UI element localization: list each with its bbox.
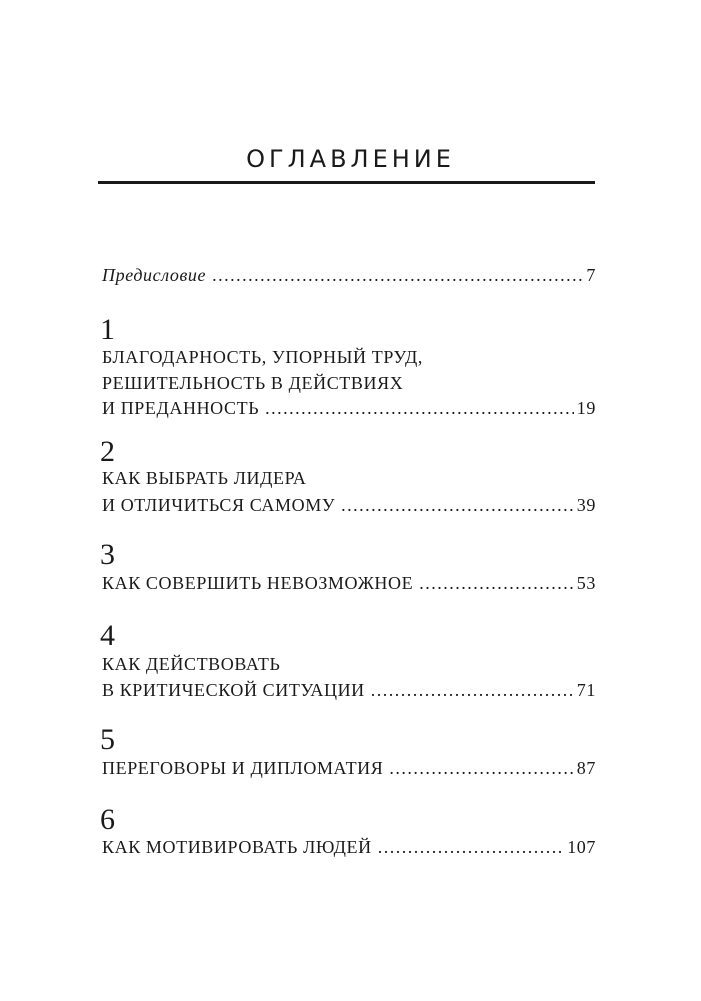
toc-entry-label: Предисловие	[102, 265, 207, 285]
toc-page-number: 53	[576, 573, 596, 593]
chapter-title-line: КАК СОВЕРШИТЬ НЕВОЗМОЖНОЕ	[102, 573, 414, 593]
chapter-number: 6	[100, 803, 115, 836]
dot-leader	[419, 571, 574, 595]
dot-leader	[265, 396, 574, 420]
chapter-title-line: КАК МОТИВИРОВАТЬ ЛЮДЕЙ	[102, 837, 372, 857]
chapter-title-line: И ОТЛИЧИТЬСЯ САМОМУ	[102, 495, 336, 515]
chapter-number: 3	[100, 538, 115, 571]
toc-page-number: 19	[576, 398, 596, 418]
chapter-title-line: РЕШИТЕЛЬНОСТЬ В ДЕЙСТВИЯХ	[102, 373, 404, 393]
toc-entry-preface[interactable]	[102, 263, 596, 287]
toc-entry-chapter-6[interactable]	[102, 835, 596, 859]
chapter-number: 1	[100, 313, 115, 346]
dot-leader	[341, 493, 574, 517]
toc-entry-chapter-3[interactable]	[102, 571, 596, 595]
toc-page-number: 39	[576, 495, 596, 515]
toc-entry-chapter-4[interactable]	[102, 678, 596, 702]
dot-leader	[378, 835, 564, 859]
page-title: ОГЛАВЛЕНИЕ	[246, 145, 455, 173]
chapter-title-line: БЛАГОДАРНОСТЬ, УПОРНЫЙ ТРУД,	[102, 347, 424, 367]
chapter-title-line: И ПРЕДАННОСТЬ	[102, 398, 260, 418]
chapter-number: 5	[100, 723, 115, 756]
toc-page-number: 87	[576, 758, 596, 778]
chapter-number: 4	[100, 619, 115, 652]
chapter-title-line: В КРИТИЧЕСКОЙ СИТУАЦИИ	[102, 680, 365, 700]
title-divider	[98, 181, 595, 184]
chapter-title-line: КАК ДЕЙСТВОВАТЬ	[102, 654, 281, 674]
dot-leader	[389, 756, 573, 780]
toc-page-number: 107	[567, 837, 596, 857]
chapter-title-line: КАК ВЫБРАТЬ ЛИДЕРА	[102, 468, 307, 488]
chapter-number: 2	[100, 435, 115, 468]
dot-leader	[212, 263, 583, 287]
chapter-title-line: ПЕРЕГОВОРЫ И ДИПЛОМАТИЯ	[102, 758, 384, 778]
dot-leader	[371, 678, 574, 702]
toc-entry-chapter-5[interactable]	[102, 756, 596, 780]
toc-page-number: 7	[586, 265, 596, 285]
toc-entry-chapter-2[interactable]	[102, 493, 596, 517]
toc-entry-chapter-1[interactable]	[102, 396, 596, 420]
toc-page-number: 71	[576, 680, 596, 700]
